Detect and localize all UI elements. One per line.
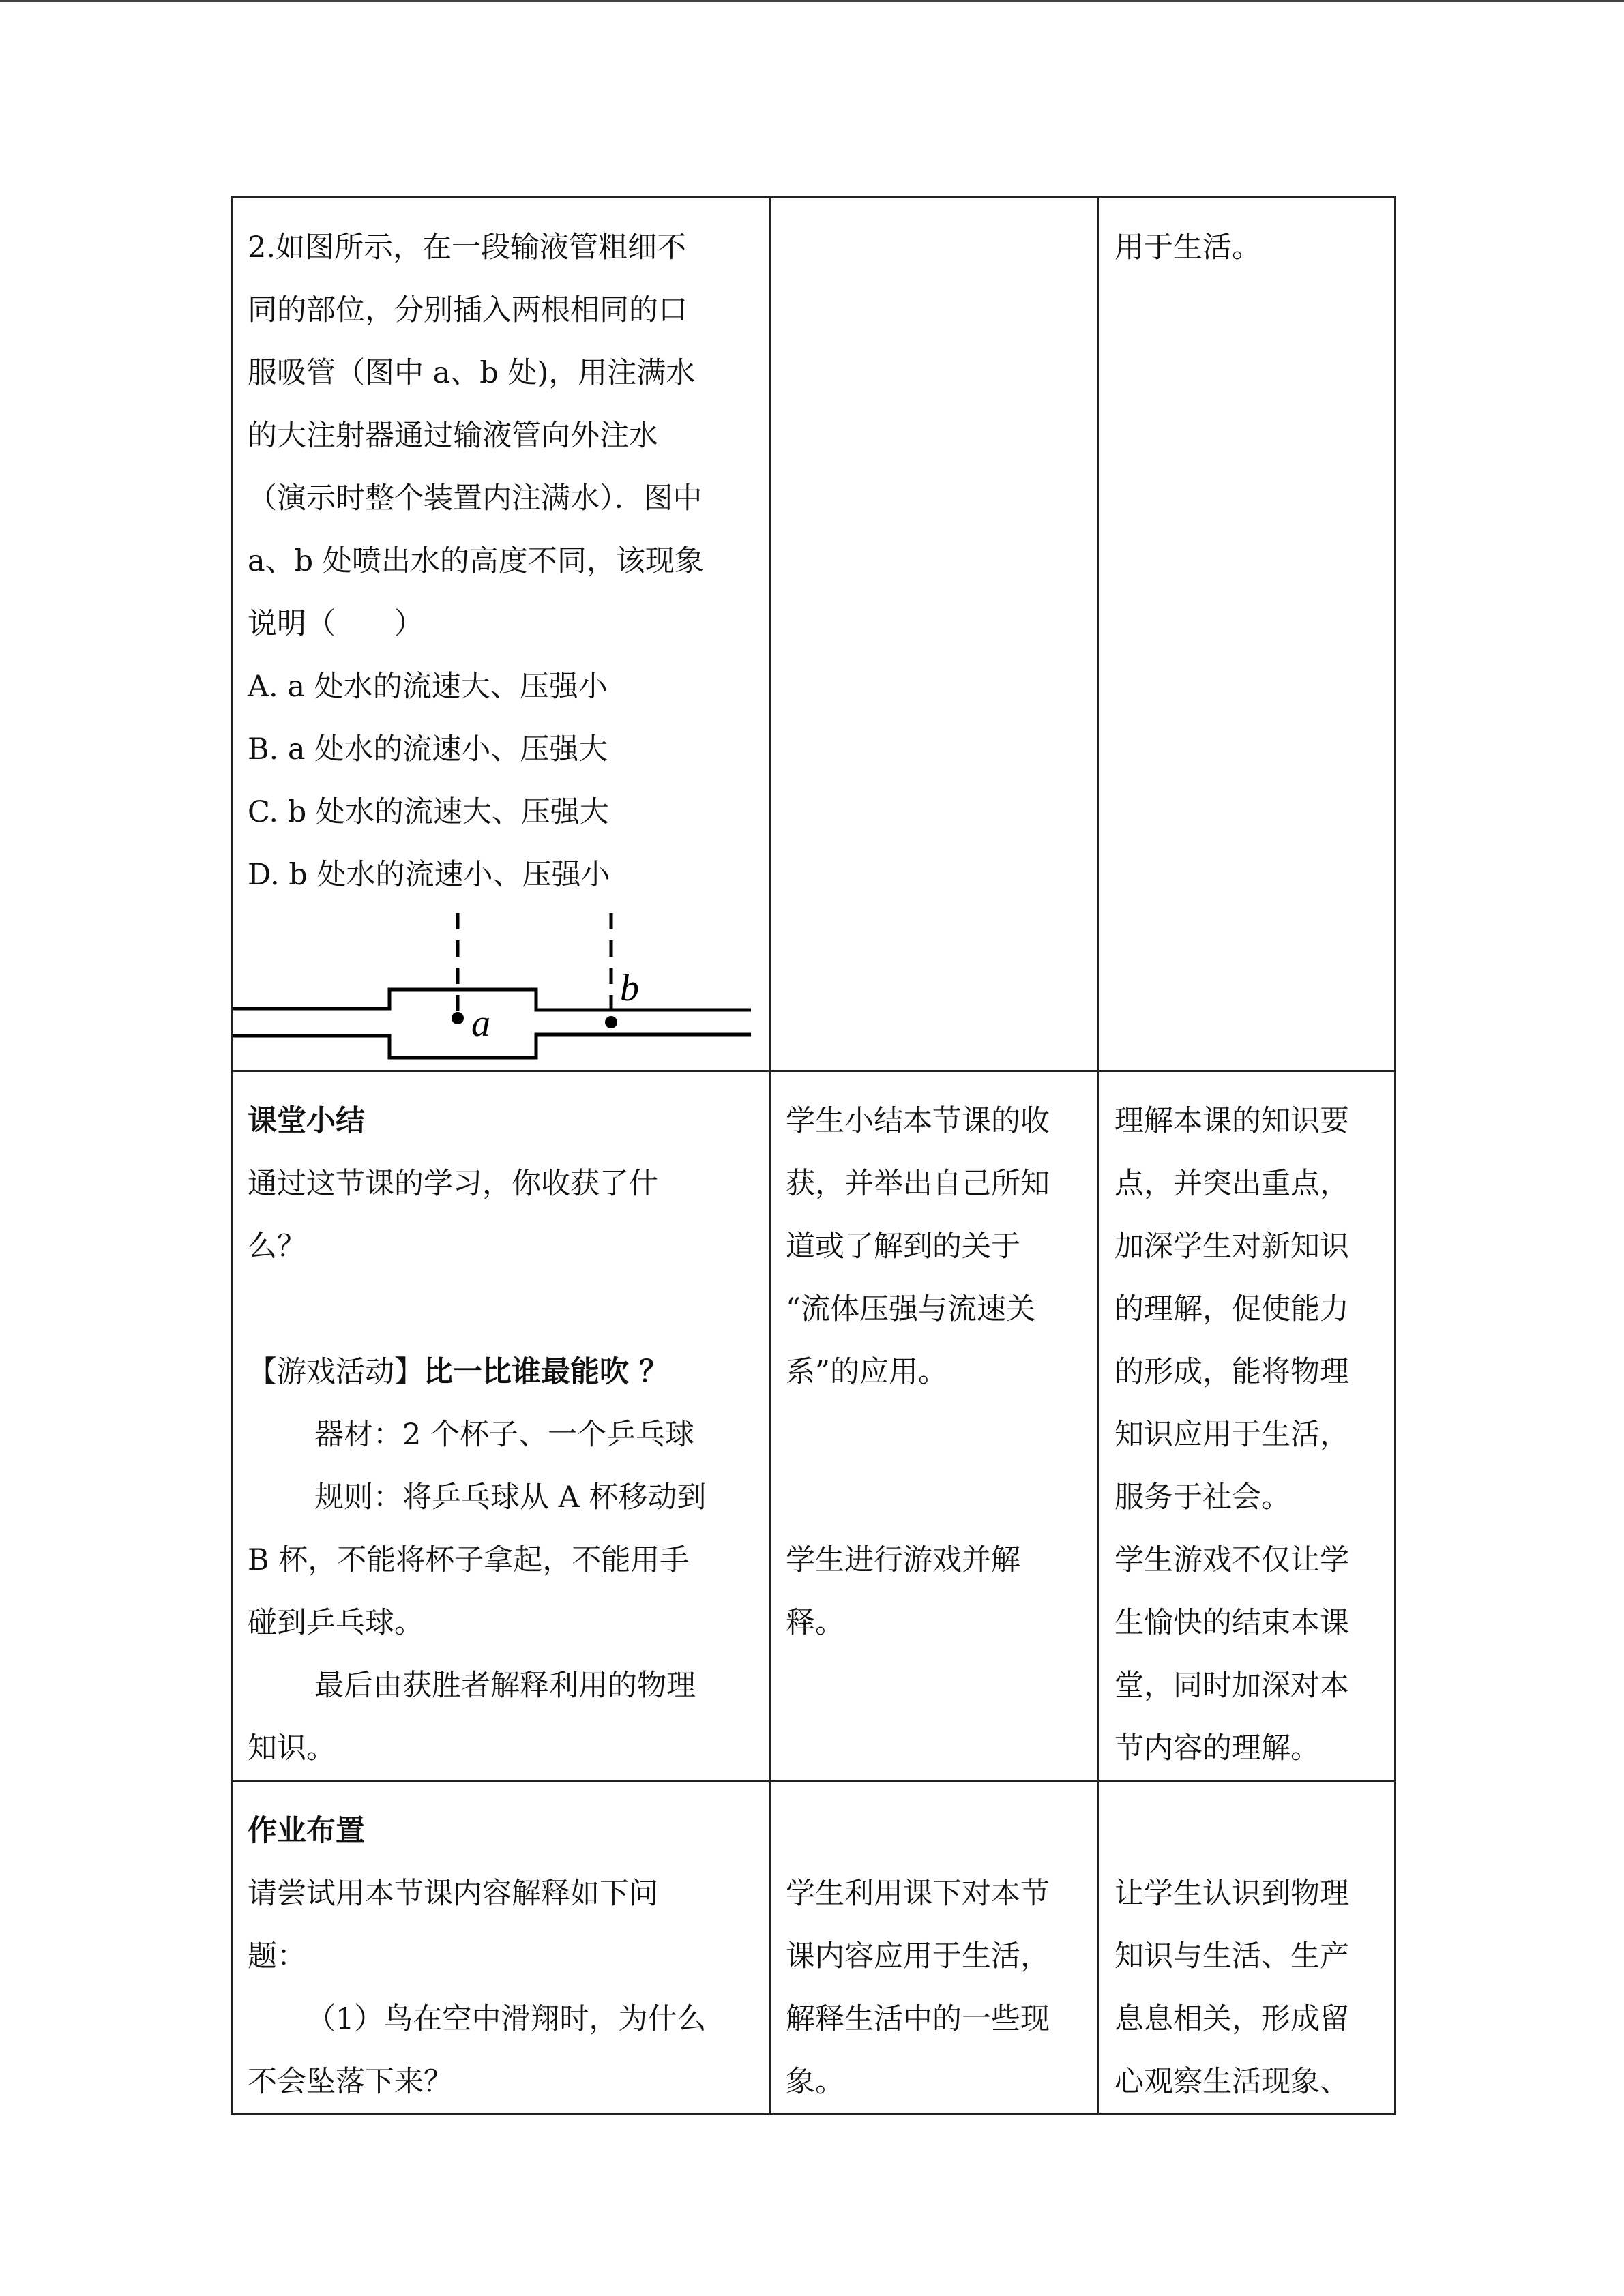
spacer xyxy=(786,1403,1081,1466)
game-student-line: 释。 xyxy=(786,1606,844,1640)
homework-student-line: 课内容应用于生活， xyxy=(786,1939,1050,1973)
summary-intent-line: 生愉快的结束本课 xyxy=(1114,1606,1349,1640)
question2-stem-line: （演示时整个装置内注满水）．图中 xyxy=(248,481,703,516)
spacer xyxy=(786,1466,1081,1529)
game-final-line: 最后由获胜者解释利用的物理 xyxy=(314,1669,696,1703)
spacer xyxy=(248,1278,752,1341)
homework-student-line: 解释生活中的一些现 xyxy=(786,2002,1050,2036)
homework-line: 请尝试用本节课内容解释如下问 xyxy=(248,1877,658,1911)
option-c: C. b 处水的流速大、压强大 xyxy=(248,795,609,829)
summary-intent-line: 学生游戏不仅让学 xyxy=(1114,1543,1349,1577)
homework-row xyxy=(232,1781,1396,2115)
homework-student-line: 象。 xyxy=(786,2065,844,2099)
label-b: b xyxy=(620,967,639,1009)
homework-intent-line: 知识与生活、生产 xyxy=(1114,1939,1349,1973)
summary-intent-line: 加深学生对新知识 xyxy=(1114,1229,1349,1264)
game-heading xyxy=(248,1341,752,1403)
summary-intent-line: 的形成，能将物理 xyxy=(1114,1355,1349,1389)
summary-content-cell xyxy=(232,1071,770,1781)
homework-intent-line: 让学生认识到物理 xyxy=(1114,1877,1349,1911)
game-materials: 器材：2 个杯子、一个乒乓球 xyxy=(314,1418,695,1452)
homework-intent-cell xyxy=(1099,1781,1396,2115)
pipe-diagram xyxy=(233,913,751,1070)
pipe-upper-outline xyxy=(233,989,751,1010)
game-bracket-label: 【游戏活动】 xyxy=(248,1355,424,1389)
pipe-lower-outline xyxy=(233,1034,751,1058)
summary-intent-line: 理解本课的知识要 xyxy=(1114,1104,1349,1138)
homework-student-line: 学生利用课下对本节 xyxy=(786,1877,1050,1911)
homework-title: 作业布置 xyxy=(248,1814,365,1848)
homework-content-cell xyxy=(232,1781,770,2115)
label-a: a xyxy=(471,1002,490,1045)
option-a: A. a 处水的流速大、压强小 xyxy=(248,670,608,704)
game-final-line: 知识。 xyxy=(248,1731,336,1765)
summary-student-cell xyxy=(770,1071,1099,1781)
lesson-plan-table xyxy=(231,196,1396,2115)
question2-stem-line: 说明（ ） xyxy=(248,607,424,641)
summary-intent-line: 服务于社会。 xyxy=(1114,1480,1290,1515)
summary-student-line: 道或了解到的关于 xyxy=(786,1229,1020,1264)
summary-intent-line: 堂，同时加深对本 xyxy=(1114,1669,1349,1703)
summary-title: 课堂小结 xyxy=(248,1104,365,1138)
spacer xyxy=(786,1800,1081,1862)
homework-intent-line: 息息相关，形成留 xyxy=(1114,2002,1349,2036)
game-rule-line: 规则：将乒乓球从 A 杯移动到 xyxy=(314,1480,707,1515)
summary-intent-line: 的理解，促使能力 xyxy=(1114,1292,1349,1326)
summary-intent-line: 点，并突出重点， xyxy=(1114,1167,1349,1201)
game-rule-line: B 杯，不能将杯子拿起，不能用手 xyxy=(248,1543,690,1577)
option-d: D. b 处水的流速小、压强小 xyxy=(248,858,610,892)
summary-intent-cell xyxy=(1099,1071,1396,1781)
homework-line: 题： xyxy=(248,1939,306,1973)
question2-intent-text: 用于生活。 xyxy=(1114,230,1261,265)
summary-student-line: “流体压强与流速关 xyxy=(786,1292,1035,1326)
summary-student-line: 获，并举出自己所知 xyxy=(786,1167,1050,1201)
option-b: B. a 处水的流速小、压强大 xyxy=(248,732,608,766)
question2-stem-line: 同的部位，分别插入两根相同的口 xyxy=(248,293,688,327)
summary-intent-line: 知识应用于生活， xyxy=(1114,1418,1349,1452)
summary-intent-line: 节内容的理解。 xyxy=(1114,1731,1320,1765)
summary-row xyxy=(232,1071,1396,1781)
question2-stem-line: a、b 处喷出水的高度不同，该现象 xyxy=(248,544,704,578)
question2-stem-line: 2.如图所示，在一段输液管粗细不 xyxy=(248,230,687,265)
summary-question-line: 么？ xyxy=(248,1229,306,1264)
summary-question-line: 通过这节课的学习，你收获了什 xyxy=(248,1167,658,1201)
homework-student-cell xyxy=(770,1781,1099,2115)
point-b-dot xyxy=(605,1016,617,1028)
homework-q1-line: 不会坠落下来？ xyxy=(248,2065,453,2099)
summary-student-line: 学生小结本节课的收 xyxy=(786,1104,1050,1138)
summary-student-line: 系”的应用。 xyxy=(786,1355,947,1389)
homework-intent-line: 心观察生活现象、 xyxy=(1114,2065,1349,2099)
game-title: 比一比谁最能吹 ？ xyxy=(424,1355,668,1389)
game-rule-line: 碰到乒乓球。 xyxy=(248,1606,424,1640)
spacer xyxy=(1114,1800,1378,1862)
game-student-line: 学生进行游戏并解 xyxy=(786,1543,1020,1577)
page-top-border xyxy=(0,0,1624,2)
question2-student-cell xyxy=(770,198,1099,1071)
point-a-dot xyxy=(452,1012,464,1024)
question2-content-cell xyxy=(232,198,770,1071)
question2-row xyxy=(232,198,1396,1071)
homework-q1-line: （1）鸟在空中滑翔时，为什么 xyxy=(306,2002,707,2036)
question2-stem-line: 服吸管（图中 a、b 处)，用注满水 xyxy=(248,356,696,390)
question2-intent-cell xyxy=(1099,198,1396,1071)
question2-stem-line: 的大注射器通过输液管向外注水 xyxy=(248,419,658,453)
